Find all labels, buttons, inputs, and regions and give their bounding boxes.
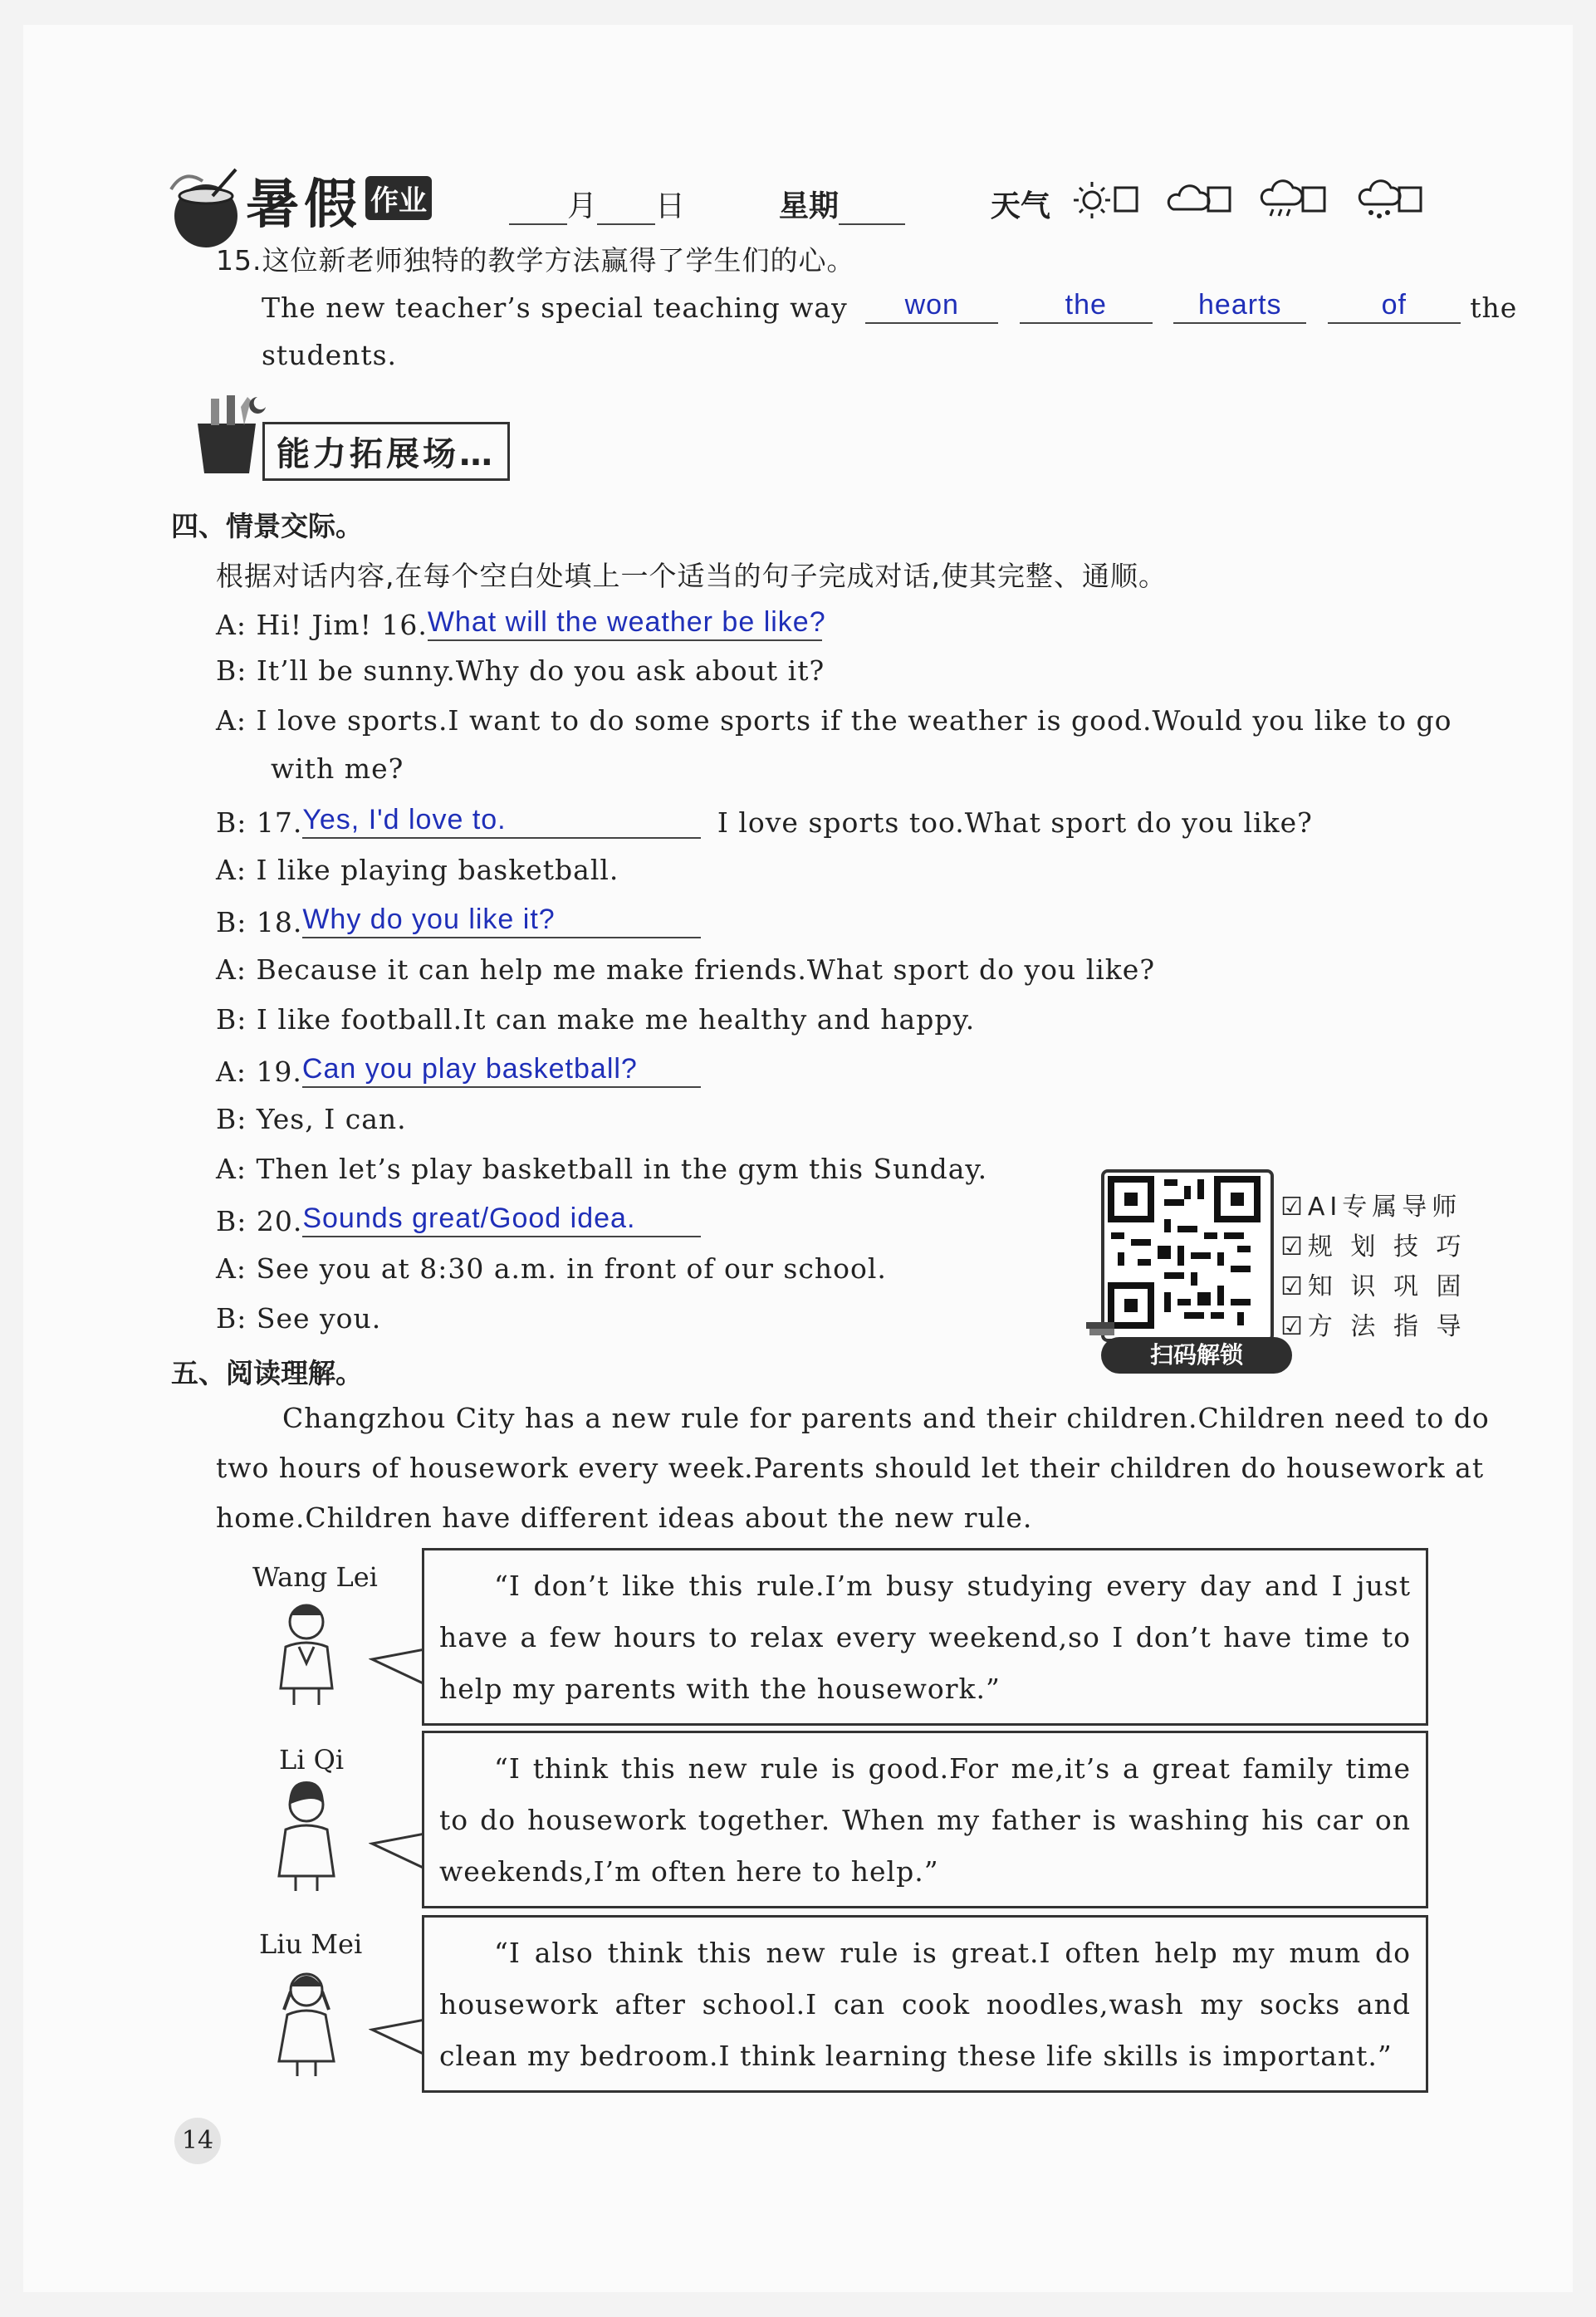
qr-code[interactable] xyxy=(1101,1169,1274,1342)
cloudy-icon xyxy=(1168,186,1209,209)
girl-with-braids-icon xyxy=(269,1967,344,2079)
dialog-line-16 xyxy=(216,606,826,641)
q15-answer-1[interactable]: won xyxy=(865,289,998,324)
q15-sentence xyxy=(262,289,1517,324)
reading-para-line2: two hours of housework every week.Parents should let their children do housework at xyxy=(216,1452,1485,1484)
dialog-16-prefix: A: Hi! Jim! 16. xyxy=(216,609,428,641)
q15-answer-3[interactable]: hearts xyxy=(1173,289,1306,324)
day-blank[interactable] xyxy=(597,190,655,225)
dialog-17-suffix: I love sports too.What sport do you like? xyxy=(717,806,1313,839)
weekday-label: 星期 xyxy=(778,189,839,223)
date-fields xyxy=(509,183,1050,225)
quote-wang-lei: “I don’t like this rule.I’m busy studying every day and I just have a few hours to relax every weekend,so I don’t have time to help my parents with the housework.” xyxy=(439,1570,1411,1705)
page-number-text: 14 xyxy=(181,2126,214,2155)
qr-feature-3: ☑知 识 巩 固 xyxy=(1280,1272,1466,1301)
dialog-line-b1: B: It’ll be sunny.Why do you ask about it? xyxy=(216,654,825,687)
q15-answer-2[interactable]: the xyxy=(1020,289,1153,324)
answer-17[interactable]: Yes, I'd love to. xyxy=(302,804,701,839)
rainy-checkbox xyxy=(1303,188,1324,211)
dialog-line-20 xyxy=(216,1203,701,1237)
month-blank[interactable] xyxy=(509,190,567,225)
worksheet-page xyxy=(23,25,1573,2292)
day-label: 日 xyxy=(655,189,686,223)
dialog-19-prefix: A: 19. xyxy=(216,1056,302,1088)
q15-prompt: 15.这位新老师独特的教学方法赢得了学生们的心。 xyxy=(216,244,855,277)
q15-sentence-start: The new teacher’s special teaching way xyxy=(262,291,848,324)
sunny-checkbox xyxy=(1115,188,1137,211)
answer-16[interactable]: What will the weather be like? xyxy=(428,606,822,641)
dialog-line-a2a: A: I love sports.I want to do some sports if the weather is good.Would you like to go xyxy=(216,704,1452,737)
book-stack-icon xyxy=(1084,1304,1118,1337)
dialog-line-b5: B: Yes, I can. xyxy=(216,1103,407,1135)
qr-feature-4: ☑方 法 指 导 xyxy=(1280,1312,1466,1341)
dialog-line-17 xyxy=(216,804,1313,839)
section4-title: 四、情景交际。 xyxy=(171,510,363,542)
snowy-icon xyxy=(1359,181,1400,218)
scan-unlock-label: 扫码解锁 xyxy=(1149,1341,1243,1369)
section5-title: 五、阅读理解。 xyxy=(171,1357,363,1389)
snowy-checkbox xyxy=(1399,188,1421,211)
dialog-line-a6: A: Then let’s play basketball in the gym this Sunday. xyxy=(216,1153,988,1185)
sunny-icon xyxy=(1074,182,1110,218)
boy-figure-icon xyxy=(269,1599,344,1707)
q15-line2: students. xyxy=(262,339,398,371)
dialog-line-a4: A: Because it can help me make friends.What sport do you like? xyxy=(216,953,1156,986)
girl-figure-icon xyxy=(269,1781,344,1893)
dialog-17-prefix: B: 17. xyxy=(216,806,303,839)
qr-feature-2: ☑规 划 技 巧 xyxy=(1280,1232,1466,1261)
dialog-line-a2b: with me? xyxy=(271,752,404,785)
quote-liu-mei: “I also think this new rule is great.I often help my mum do housework after school.I can cook noodles,wash my socks and clean my bedroom.I think learning these life skills is important.” xyxy=(439,1937,1411,2072)
dialog-line-a3: A: I like playing basketball. xyxy=(216,854,619,886)
speech-bubble-wang-lei xyxy=(422,1548,1428,1726)
weekday-blank[interactable] xyxy=(839,190,905,225)
dialog-18-prefix: B: 18. xyxy=(216,906,303,938)
reading-para-line3: home.Children have different ideas about the new rule. xyxy=(216,1501,1033,1534)
speaker-name-li-qi: Li Qi xyxy=(279,1744,345,1776)
cloudy-checkbox xyxy=(1208,188,1230,211)
speech-bubble-li-qi xyxy=(422,1731,1428,1908)
answer-18[interactable]: Why do you like it? xyxy=(302,904,701,938)
dialog-line-19 xyxy=(216,1053,701,1088)
section-banner: 能力拓展场… xyxy=(262,422,510,481)
answer-20[interactable]: Sounds great/Good idea. xyxy=(302,1203,701,1237)
speaker-name-wang-lei: Wang Lei xyxy=(252,1561,378,1593)
dialog-line-a7: A: See you at 8:30 a.m. in front of our school. xyxy=(216,1252,887,1285)
pencil-cup-icon xyxy=(181,390,272,482)
section4-instruction: 根据对话内容,在每个空白处填上一个适当的句子完成对话,使其完整、通顺。 xyxy=(216,560,1167,592)
speaker-name-liu-mei: Liu Mei xyxy=(259,1928,363,1960)
q15-sentence-end: the xyxy=(1470,291,1518,324)
quote-li-qi: “I think this new rule is good.For me,it’s a great family time to do housework together. When my father is washing his car on weekends,I’m often here to help.” xyxy=(439,1752,1411,1888)
reading-para-line1: Changzhou City has a new rule for parents and their children.Children need to do xyxy=(282,1402,1490,1434)
rainy-icon xyxy=(1261,181,1302,216)
brand-title: 暑假 xyxy=(246,174,362,236)
dialog-line-b7: B: See you. xyxy=(216,1302,382,1335)
page-number xyxy=(174,2118,221,2164)
answer-19[interactable]: Can you play basketball? xyxy=(302,1053,701,1088)
month-label: 月 xyxy=(567,189,598,223)
speech-bubble-liu-mei xyxy=(422,1915,1428,2093)
scan-unlock-button[interactable] xyxy=(1101,1337,1292,1374)
weather-options xyxy=(1074,179,1489,221)
brand-badge: 作业 xyxy=(365,176,432,220)
dialog-line-b4: B: I like football.It can make me healthy and happy. xyxy=(216,1003,976,1036)
dialog-20-prefix: B: 20. xyxy=(216,1205,303,1237)
q15-answer-4[interactable]: of xyxy=(1328,289,1461,324)
dialog-line-18 xyxy=(216,904,701,938)
weather-label: 天气 xyxy=(990,189,1050,223)
qr-feature-1: ☑AI专属导师 xyxy=(1280,1193,1462,1222)
